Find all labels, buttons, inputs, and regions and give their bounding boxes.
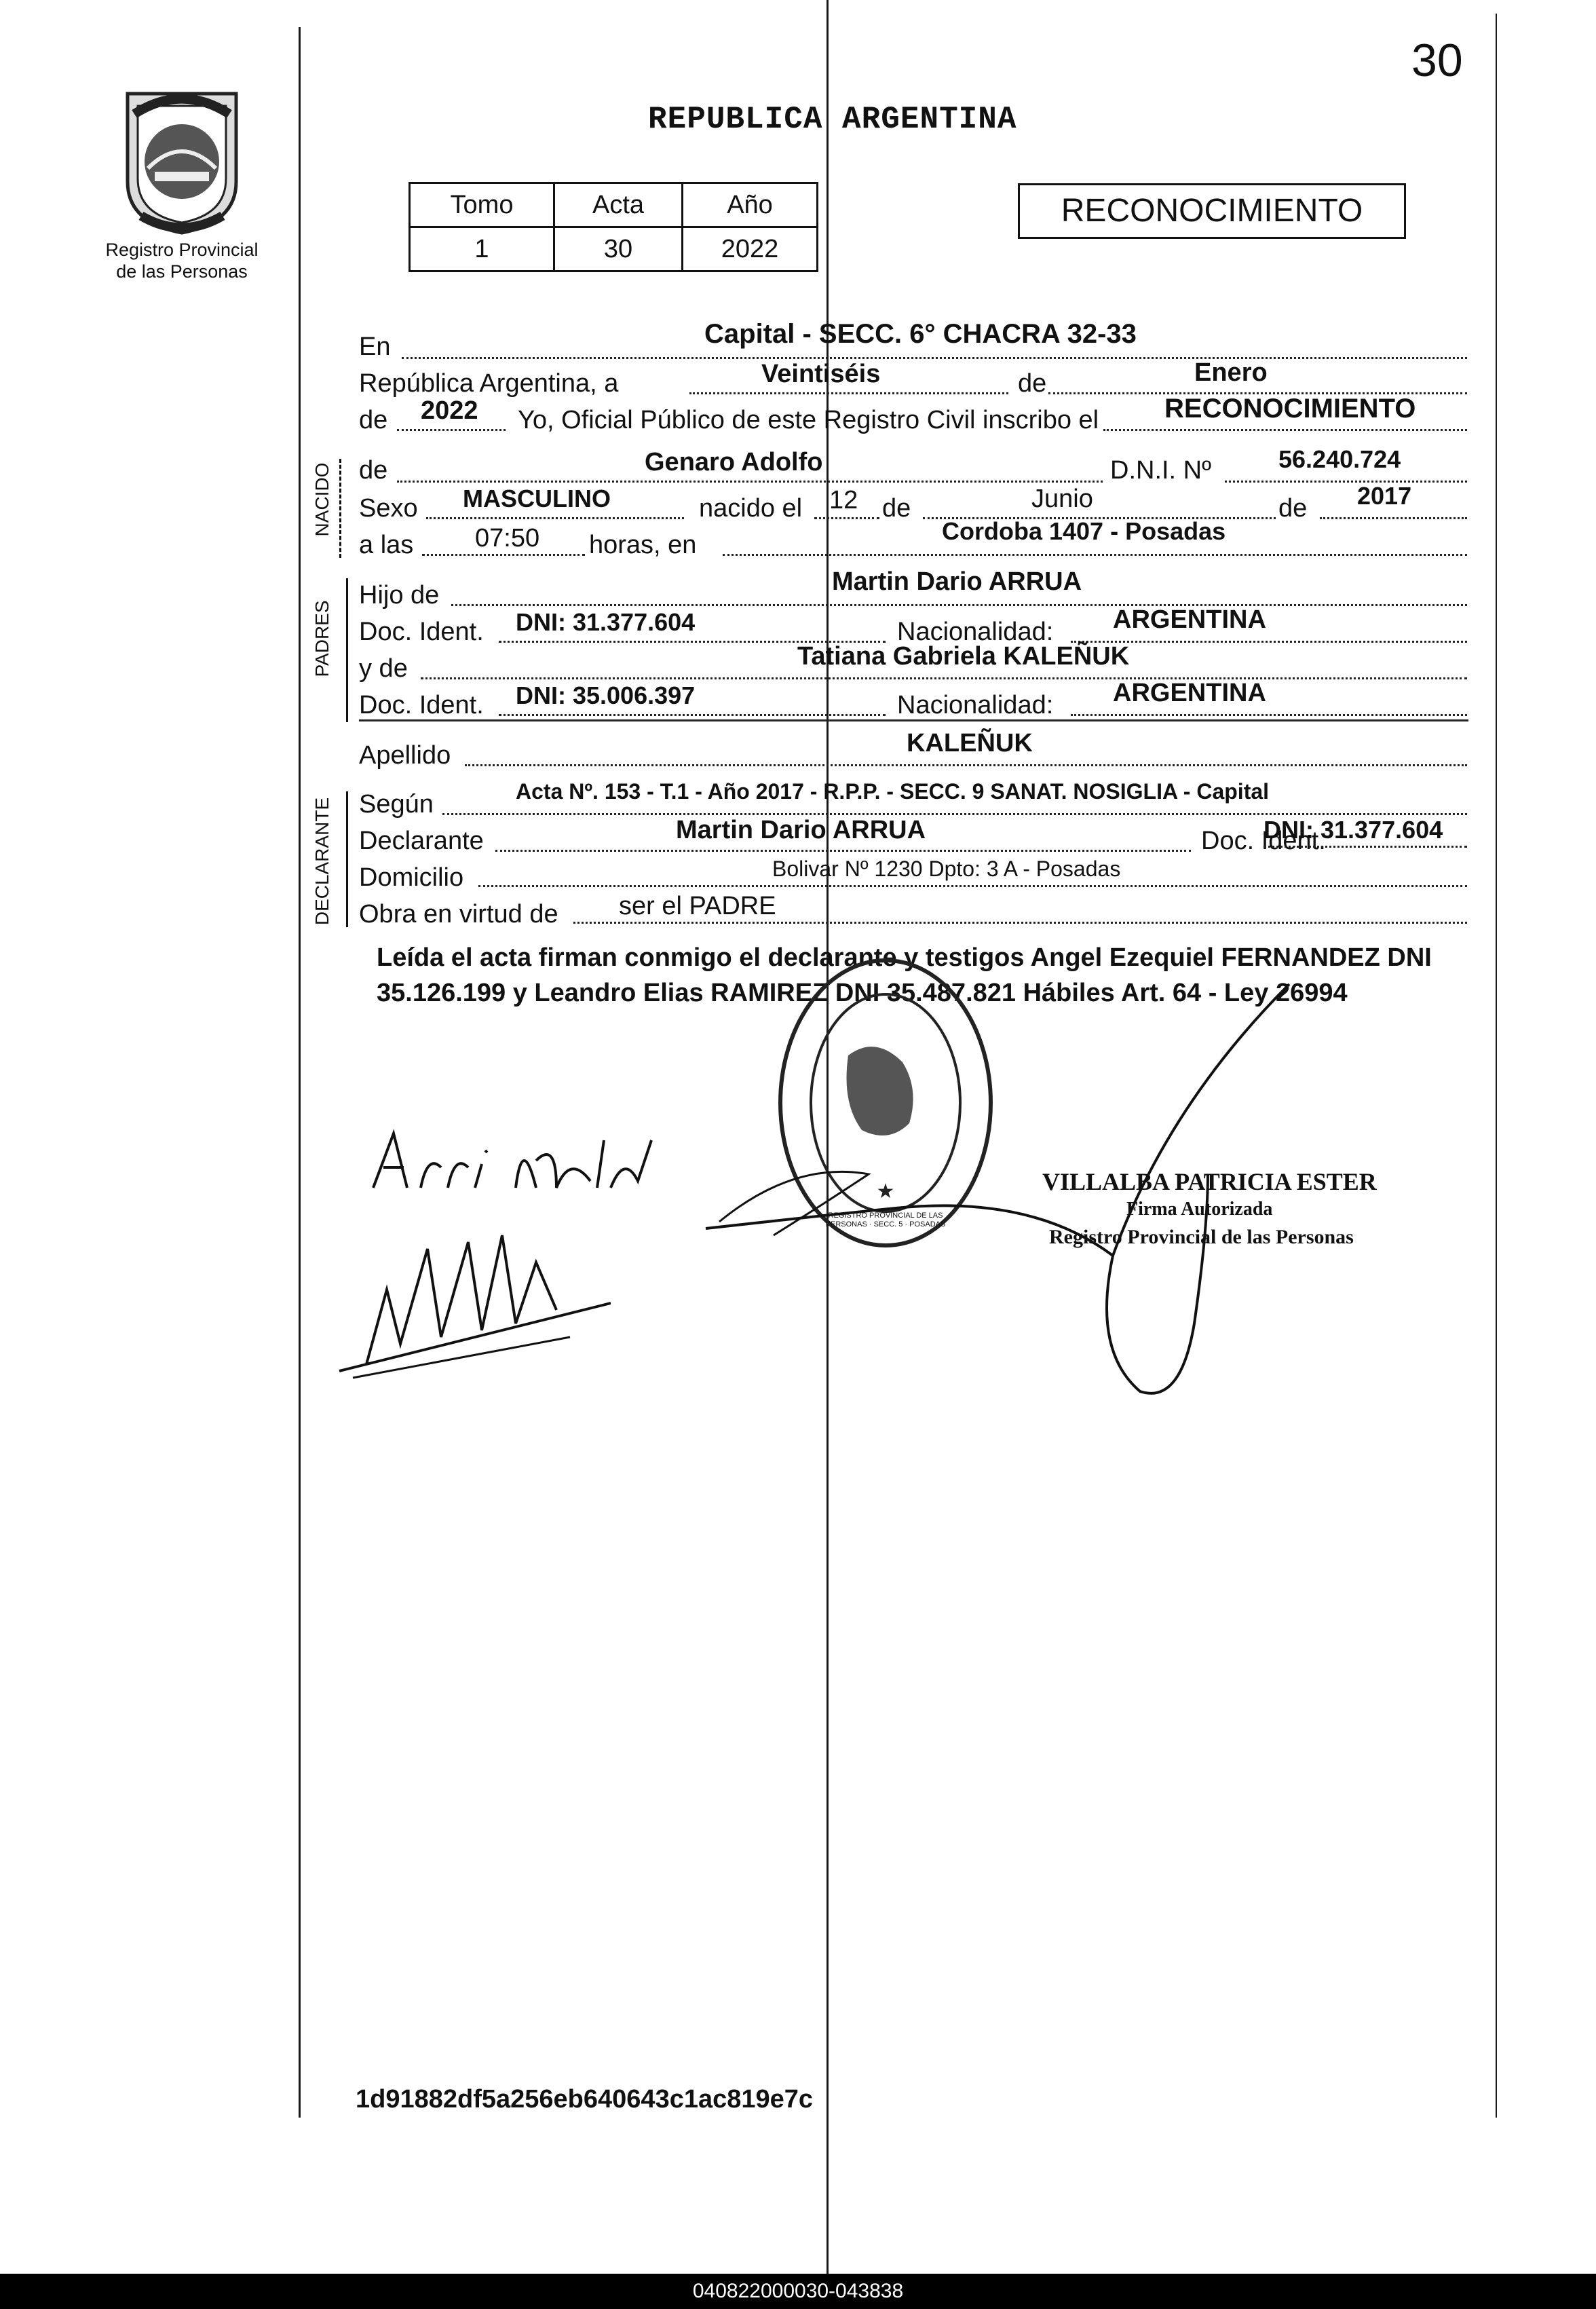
province-logo: [114, 87, 250, 236]
father-nac-dots: [1071, 641, 1467, 643]
document-hash: 1d91882df5a256eb640643c1ac819e7c: [356, 2085, 814, 2114]
table-header-anio: Año: [683, 183, 818, 227]
declarante-label: Declarante: [359, 827, 484, 855]
doc3-label: Doc. Ident.: [1201, 827, 1326, 855]
birth-month-value: Junio: [1031, 485, 1093, 513]
segun-value: Acta Nº. 153 - T.1 - Año 2017 - R.P.P. - SECC. 9 SANAT. NOSIGLIA - Capital: [516, 779, 1270, 804]
time-dots: [422, 554, 585, 556]
de4-label: de: [882, 494, 911, 523]
republica-label: República Argentina, a: [359, 369, 619, 398]
inscribo-dots: [1103, 429, 1467, 431]
domicilio-value: Bolivar Nº 1230 Dpto: 3 A - Posadas: [772, 857, 1121, 881]
de3-label: de: [359, 456, 388, 485]
father-doc-value: DNI: 31.377.604: [516, 608, 696, 636]
leida-paragraph: Leída el acta firman conmigo el declarante y testigos Angel Ezequiel FERNANDEZ DNI 35.126.199 y Leandro Elias RAMIREZ DNI 35.487.821 Hábiles Art. 64 - Ley 26994: [377, 943, 1432, 1007]
de5-label: de: [1278, 494, 1308, 523]
official-name: VILLALBA PATRICIA ESTER: [1042, 1168, 1377, 1195]
father-nac-value: ARGENTINA: [1113, 605, 1266, 634]
apellido-label: Apellido: [359, 741, 451, 770]
doc2-label: Doc. Ident.: [359, 691, 484, 719]
time-value: 07:50: [475, 524, 540, 552]
declarante-doc-value: DNI: 31.377.604: [1264, 816, 1443, 844]
dni-value: 56.240.724: [1278, 445, 1401, 473]
table-value-anio: 2022: [683, 227, 818, 271]
nacido-label: nacido el: [699, 494, 803, 523]
declarante-side-label: DECLARANTE: [311, 797, 332, 926]
mother-doc-dots: [499, 714, 886, 716]
table-value-acta: 30: [554, 227, 683, 271]
apellido-dots: [465, 764, 1467, 766]
birth-day-value: 12: [829, 486, 858, 514]
segun-label: Según: [359, 790, 434, 819]
dni-dots: [1225, 481, 1467, 483]
mother-doc-value: DNI: 35.006.397: [516, 681, 696, 709]
birth-day-dots: [814, 517, 879, 519]
declarante-doc-dots: [1264, 846, 1467, 848]
year-value: 2022: [421, 396, 478, 425]
registry-table: [408, 182, 818, 272]
mother-nac-dots: [1071, 714, 1467, 716]
mother-nac-value: ARGENTINA: [1113, 679, 1266, 707]
year-dots: [397, 429, 506, 431]
en-dots: [402, 357, 1467, 359]
place-value: Cordoba 1407 - Posadas: [942, 517, 1226, 545]
padres-bracket: [346, 578, 348, 722]
nac2-label: Nacionalidad:: [897, 691, 1054, 719]
month-value: Enero: [1194, 358, 1268, 387]
mother-value: Tatiana Gabriela KALEÑUK: [797, 642, 1130, 671]
apellido-value: KALEÑUK: [907, 729, 1033, 757]
day-value: Veintiséis: [761, 360, 881, 388]
horas-label: horas, en: [589, 531, 697, 559]
doc1-label: Doc. Ident.: [359, 618, 484, 646]
nac1-label: Nacionalidad:: [897, 618, 1054, 646]
domicilio-dots: [478, 885, 1467, 887]
declarante-value: Martin Dario ARRUA: [676, 816, 926, 844]
seal-text: REGISTRO PROVINCIAL DE LAS PERSONAS · SECC. 5 · POSADAS: [825, 1212, 946, 1228]
yde-label: y de: [359, 654, 408, 683]
en-label: En: [359, 333, 391, 361]
declarante-dots: [495, 850, 1191, 852]
birth-year-value: 2017: [1357, 482, 1412, 510]
birth-year-dots: [1320, 517, 1467, 519]
father-value: Martin Dario ARRUA: [832, 567, 1082, 596]
declarant-signature: [366, 1113, 692, 1222]
sexo-dots: [426, 517, 684, 519]
official-office: Registro Provincial de las Personas: [1049, 1226, 1354, 1248]
table-value-tomo: 1: [410, 227, 554, 271]
obra-dots: [573, 922, 1467, 924]
place-dots: [723, 554, 1467, 556]
table-header-acta: Acta: [554, 183, 683, 227]
day-dots: [689, 392, 1008, 394]
sexo-value: MASCULINO: [463, 485, 611, 512]
record-type-box: RECONOCIMIENTO: [1018, 183, 1406, 239]
de-label: de: [1018, 369, 1047, 398]
nacido-bracket: [339, 459, 341, 558]
alas-label: a las: [359, 531, 414, 559]
obra-value: ser el PADRE: [619, 892, 776, 920]
name-value: Genaro Adolfo: [645, 448, 823, 476]
de2-label: de: [359, 406, 388, 434]
father-dots: [451, 604, 1467, 606]
padres-underline: [359, 719, 1468, 721]
logo-label: Registro Provincial de las Personas: [105, 240, 259, 282]
mother-dots: [421, 677, 1467, 679]
domicilio-label: Domicilio: [359, 863, 464, 892]
table-header-tomo: Tomo: [410, 183, 554, 227]
padres-side-label: PADRES: [311, 600, 332, 677]
yo-label: Yo, Oficial Público de este Registro Civil inscribo el: [518, 406, 1099, 434]
witness-signature: [326, 1208, 611, 1391]
document-title: REPUBLICA ARGENTINA: [648, 102, 1017, 137]
inscribo-value: RECONOCIMIENTO: [1164, 394, 1416, 424]
hijo-label: Hijo de: [359, 581, 440, 609]
sexo-label: Sexo: [359, 494, 418, 523]
left-margin-line: [299, 27, 301, 2118]
nacido-side-label: NACIDO: [311, 462, 332, 537]
footer-barcode-text: 040822000030-043838: [0, 2274, 1596, 2309]
dni-label: D.N.I. Nº: [1110, 456, 1211, 485]
en-value: Capital - SECC. 6° CHACRA 32-33: [704, 319, 1137, 349]
svg-text:★: ★: [876, 1180, 895, 1203]
name-dots: [397, 481, 1103, 483]
segun-dots: [442, 813, 1467, 815]
page-number: 30: [1411, 35, 1463, 86]
obra-label: Obra en virtud de: [359, 900, 558, 928]
declarante-bracket: [346, 791, 348, 927]
official-role: Firma Autorizada: [1126, 1199, 1273, 1220]
right-margin-line: [1496, 14, 1497, 2118]
